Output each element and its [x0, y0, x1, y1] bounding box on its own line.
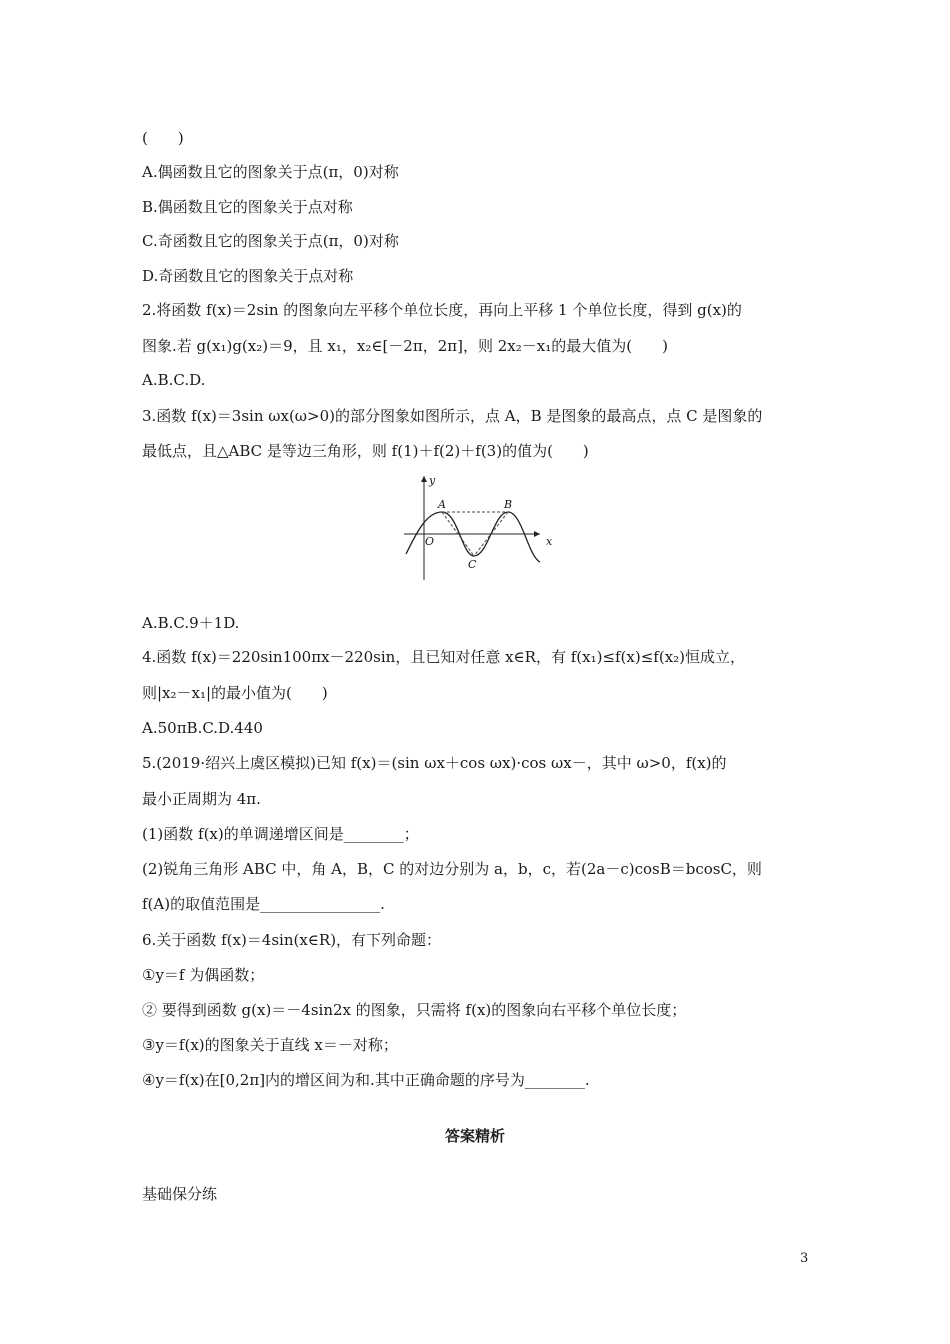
q2-options: A.B.C.D. [142, 371, 206, 389]
q5-part1: (1)函数 f(x)的单调递增区间是________； [142, 825, 419, 843]
q6-proposition-2: ② 要得到函数 g(x)＝－4sin2x 的图象，只需将 f(x)的图象向右平移个单位长度； [142, 1001, 687, 1019]
q5-text-line1: 5.(2019·绍兴上虞区模拟)已知 f(x)＝(sin ωx＋cos ωx)·cos ωx－，其中 ω>0，f(x)的 [142, 754, 727, 772]
q1-option-d: D.奇函数且它的图象关于点对称 [142, 267, 354, 285]
q6-proposition-4: ④y＝f(x)在[0,2π]内的增区间为和.其中正确命题的序号为________. [142, 1071, 590, 1089]
q2-text-line1: 2.将函数 f(x)＝2sin 的图象向左平移个单位长度，再向上平移 1 个单位长度，得到 g(x)的 [142, 301, 742, 319]
q2-text-line2: 图象.若 g(x₁)g(x₂)＝9，且 x₁，x₂∈[－2π，2π]，则 2x₂－x₁的最大值为( ) [142, 337, 668, 355]
q5-part2-line2: f(A)的取值范围是________________. [142, 895, 385, 913]
origin-label: O [425, 535, 435, 548]
sine-graph-figure [400, 472, 553, 584]
q4-text-line1: 4.函数 f(x)＝220sin100πx－220sin，且已知对任意 x∈R，有 f(x₁)≤f(x)≤f(x₂)恒成立， [142, 648, 746, 666]
q5-part2-line1: (2)锐角三角形 ABC 中，角 A，B，C 的对边分别为 a，b，c，若(2a－c)cosB＝bcosC，则 [142, 860, 762, 878]
answer-heading: 答案精析 [444, 1127, 505, 1145]
q1-answer-paren: ( ) [142, 129, 184, 147]
q1-option-a: A.偶函数且它的图象关于点(π，0)对称 [142, 163, 399, 181]
y-axis-arrow-icon [421, 476, 427, 482]
q3-text-line1: 3.函数 f(x)＝3sin ωx(ω>0)的部分图象如图所示，点 A，B 是图象的最高点，点 C 是图象的 [142, 407, 763, 425]
q1-option-b: B.偶函数且它的图象关于点对称 [142, 198, 353, 216]
page-number: 3 [800, 1251, 809, 1266]
q3-options: A.B.C.9＋1D. [142, 614, 240, 632]
point-b-label: B [504, 498, 513, 511]
point-c-label: C [468, 558, 477, 571]
q1-option-c: C.奇函数且它的图象关于点(π，0)对称 [142, 232, 399, 250]
q6-text: 6.关于函数 f(x)＝4sin(x∈R)，有下列命题： [142, 931, 442, 949]
x-axis-label: x [546, 535, 553, 548]
q5-text-line2: 最小正周期为 4π. [142, 790, 261, 808]
q6-proposition-3: ③y＝f(x)的图象关于直线 x＝－对称； [142, 1036, 398, 1054]
q3-text-line2: 最低点，且△ABC 是等边三角形，则 f(1)＋f(2)＋f(3)的值为( ) [142, 442, 589, 460]
point-a-label: A [438, 498, 446, 511]
y-axis-label: y [429, 474, 436, 487]
q4-text-line2: 则|x₂－x₁|的最小值为( ) [142, 684, 328, 702]
q6-proposition-1: ①y＝f 为偶函数； [142, 966, 265, 984]
x-axis-arrow-icon [534, 531, 540, 537]
q4-options: A.50πB.C.D.440 [142, 719, 263, 737]
section-subheading: 基础保分练 [142, 1185, 218, 1203]
